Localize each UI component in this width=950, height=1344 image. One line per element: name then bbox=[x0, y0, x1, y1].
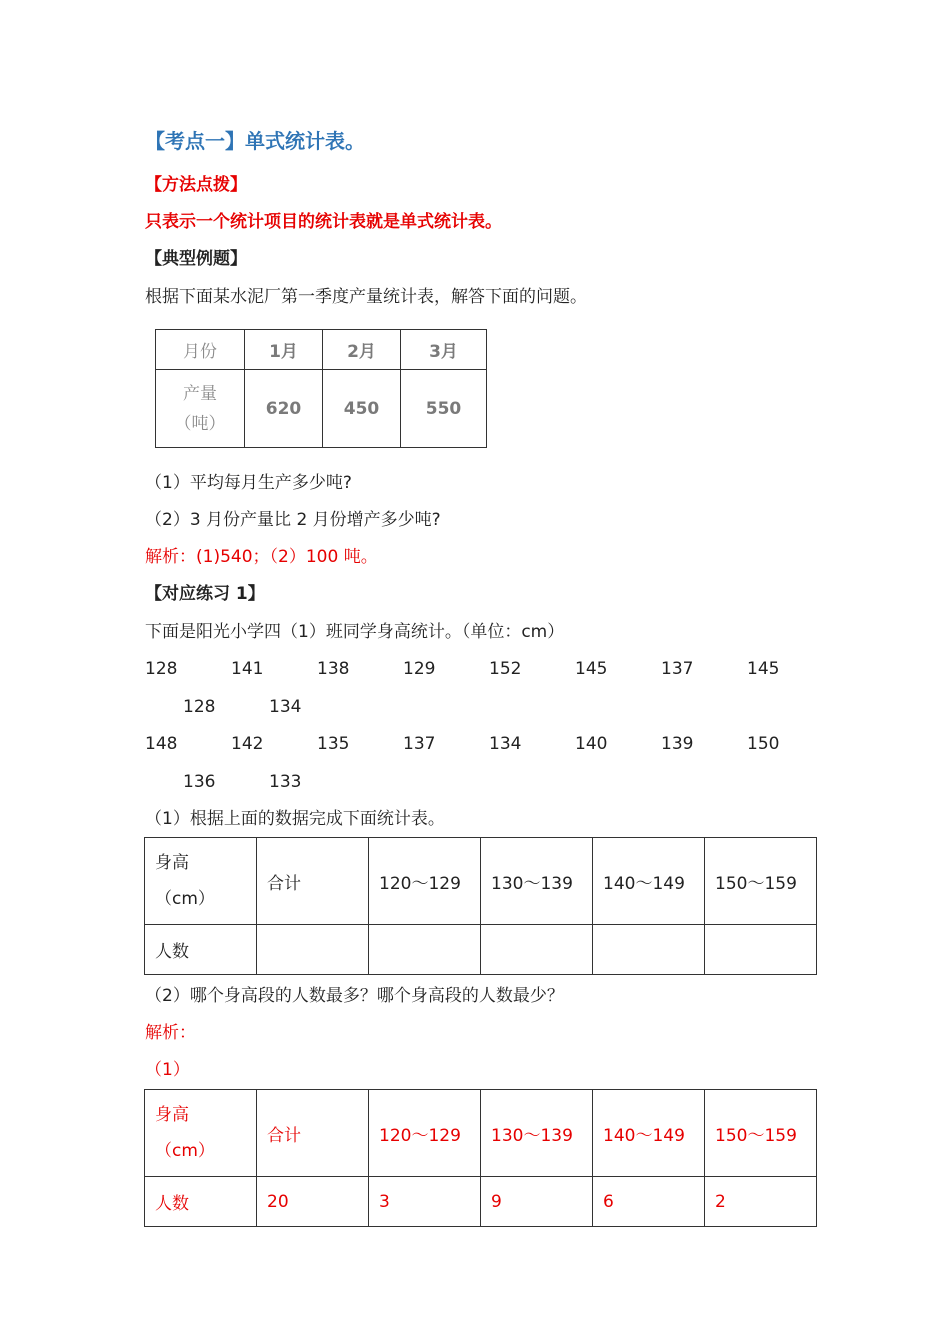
example-header-jan: 1月 bbox=[245, 330, 323, 370]
data-value: 129 bbox=[403, 659, 436, 679]
data-value: 150 bbox=[747, 734, 780, 754]
example-row-label bbox=[156, 370, 245, 448]
stat-col-150: 150～159 bbox=[705, 838, 817, 925]
stat-row-label: 人数 bbox=[145, 925, 257, 975]
answer-row-label: 人数 bbox=[145, 1177, 257, 1227]
method-label: 【方法点拨】 bbox=[145, 175, 247, 195]
data-value: 135 bbox=[317, 734, 350, 754]
data-value: 152 bbox=[489, 659, 522, 679]
analysis-sub: （1） bbox=[145, 1060, 190, 1080]
answer-cell-130: 9 bbox=[481, 1177, 593, 1227]
answer-cell-120: 3 bbox=[369, 1177, 481, 1227]
example-value-feb: 450 bbox=[323, 370, 401, 448]
answer-cell-140: 6 bbox=[593, 1177, 705, 1227]
example-intro: 根据下面某水泥厂第一季度产量统计表，解答下面的问题。 bbox=[145, 287, 587, 307]
example-header-feb: 2月 bbox=[323, 330, 401, 370]
data-value: 128 bbox=[145, 659, 178, 679]
stat-cell-150[interactable] bbox=[705, 925, 817, 975]
example-answer: 解析：(1)540；（2）100 吨。 bbox=[145, 547, 378, 567]
stat-header-line1: 身高 bbox=[155, 853, 189, 873]
stat-col-130: 130～139 bbox=[481, 838, 593, 925]
answer-cell-total: 20 bbox=[257, 1177, 369, 1227]
practice-intro: 下面是阳光小学四（1）班同学身高统计。（单位：cm） bbox=[145, 622, 565, 642]
stat-cell-130[interactable] bbox=[481, 925, 593, 975]
stat-col-140: 140～149 bbox=[593, 838, 705, 925]
example-label: 【典型例题】 bbox=[145, 249, 247, 269]
stat-cell-total[interactable] bbox=[257, 925, 369, 975]
data-value: 145 bbox=[747, 659, 780, 679]
question-1: （1）平均每月生产多少吨? bbox=[145, 473, 352, 493]
data-value: 136 bbox=[183, 772, 216, 792]
data-value: 145 bbox=[575, 659, 608, 679]
task-1: （1）根据上面的数据完成下面统计表。 bbox=[145, 809, 445, 829]
data-value: 137 bbox=[403, 734, 436, 754]
answer-table bbox=[144, 1089, 817, 1227]
example-row-label-line2: （吨） bbox=[174, 413, 226, 434]
analysis-label: 解析： bbox=[145, 1023, 196, 1043]
example-header-mar: 3月 bbox=[401, 330, 487, 370]
data-value: 142 bbox=[231, 734, 264, 754]
answer-col-120: 120～129 bbox=[369, 1090, 481, 1177]
task-2: （2）哪个身高段的人数最多？哪个身高段的人数最少？ bbox=[145, 986, 564, 1006]
data-value: 139 bbox=[661, 734, 694, 754]
stat-col-120: 120～129 bbox=[369, 838, 481, 925]
practice-label: 【对应练习 1】 bbox=[145, 584, 265, 604]
answer-col-140: 140～149 bbox=[593, 1090, 705, 1177]
example-header-month: 月份 bbox=[156, 330, 245, 370]
data-value: 134 bbox=[489, 734, 522, 754]
data-value: 128 bbox=[183, 697, 216, 717]
data-value: 133 bbox=[269, 772, 302, 792]
answer-header-line2: （cm） bbox=[155, 1141, 215, 1161]
data-value: 140 bbox=[575, 734, 608, 754]
answer-col-150: 150～159 bbox=[705, 1090, 817, 1177]
method-text: 只表示一个统计项目的统计表就是单式统计表。 bbox=[145, 212, 502, 232]
stat-header-height bbox=[145, 838, 257, 925]
answer-col-130: 130～139 bbox=[481, 1090, 593, 1177]
data-value: 148 bbox=[145, 734, 178, 754]
data-value: 137 bbox=[661, 659, 694, 679]
answer-header-height bbox=[145, 1090, 257, 1177]
example-value-jan: 620 bbox=[245, 370, 323, 448]
stat-table bbox=[144, 837, 817, 975]
question-2: （2）3 月份产量比 2 月份增产多少吨? bbox=[145, 510, 441, 530]
example-table bbox=[155, 329, 487, 448]
answer-col-total: 合计 bbox=[257, 1090, 369, 1177]
stat-cell-120[interactable] bbox=[369, 925, 481, 975]
answer-cell-150: 2 bbox=[705, 1177, 817, 1227]
example-value-mar: 550 bbox=[401, 370, 487, 448]
section-heading: 【考点一】单式统计表。 bbox=[145, 129, 365, 153]
stat-header-line2: （cm） bbox=[155, 889, 215, 909]
answer-header-line1: 身高 bbox=[155, 1105, 189, 1125]
stat-cell-140[interactable] bbox=[593, 925, 705, 975]
example-row-label-line1: 产量 bbox=[183, 383, 217, 404]
data-value: 141 bbox=[231, 659, 264, 679]
stat-col-total: 合计 bbox=[257, 838, 369, 925]
data-value: 134 bbox=[269, 697, 302, 717]
data-value: 138 bbox=[317, 659, 350, 679]
